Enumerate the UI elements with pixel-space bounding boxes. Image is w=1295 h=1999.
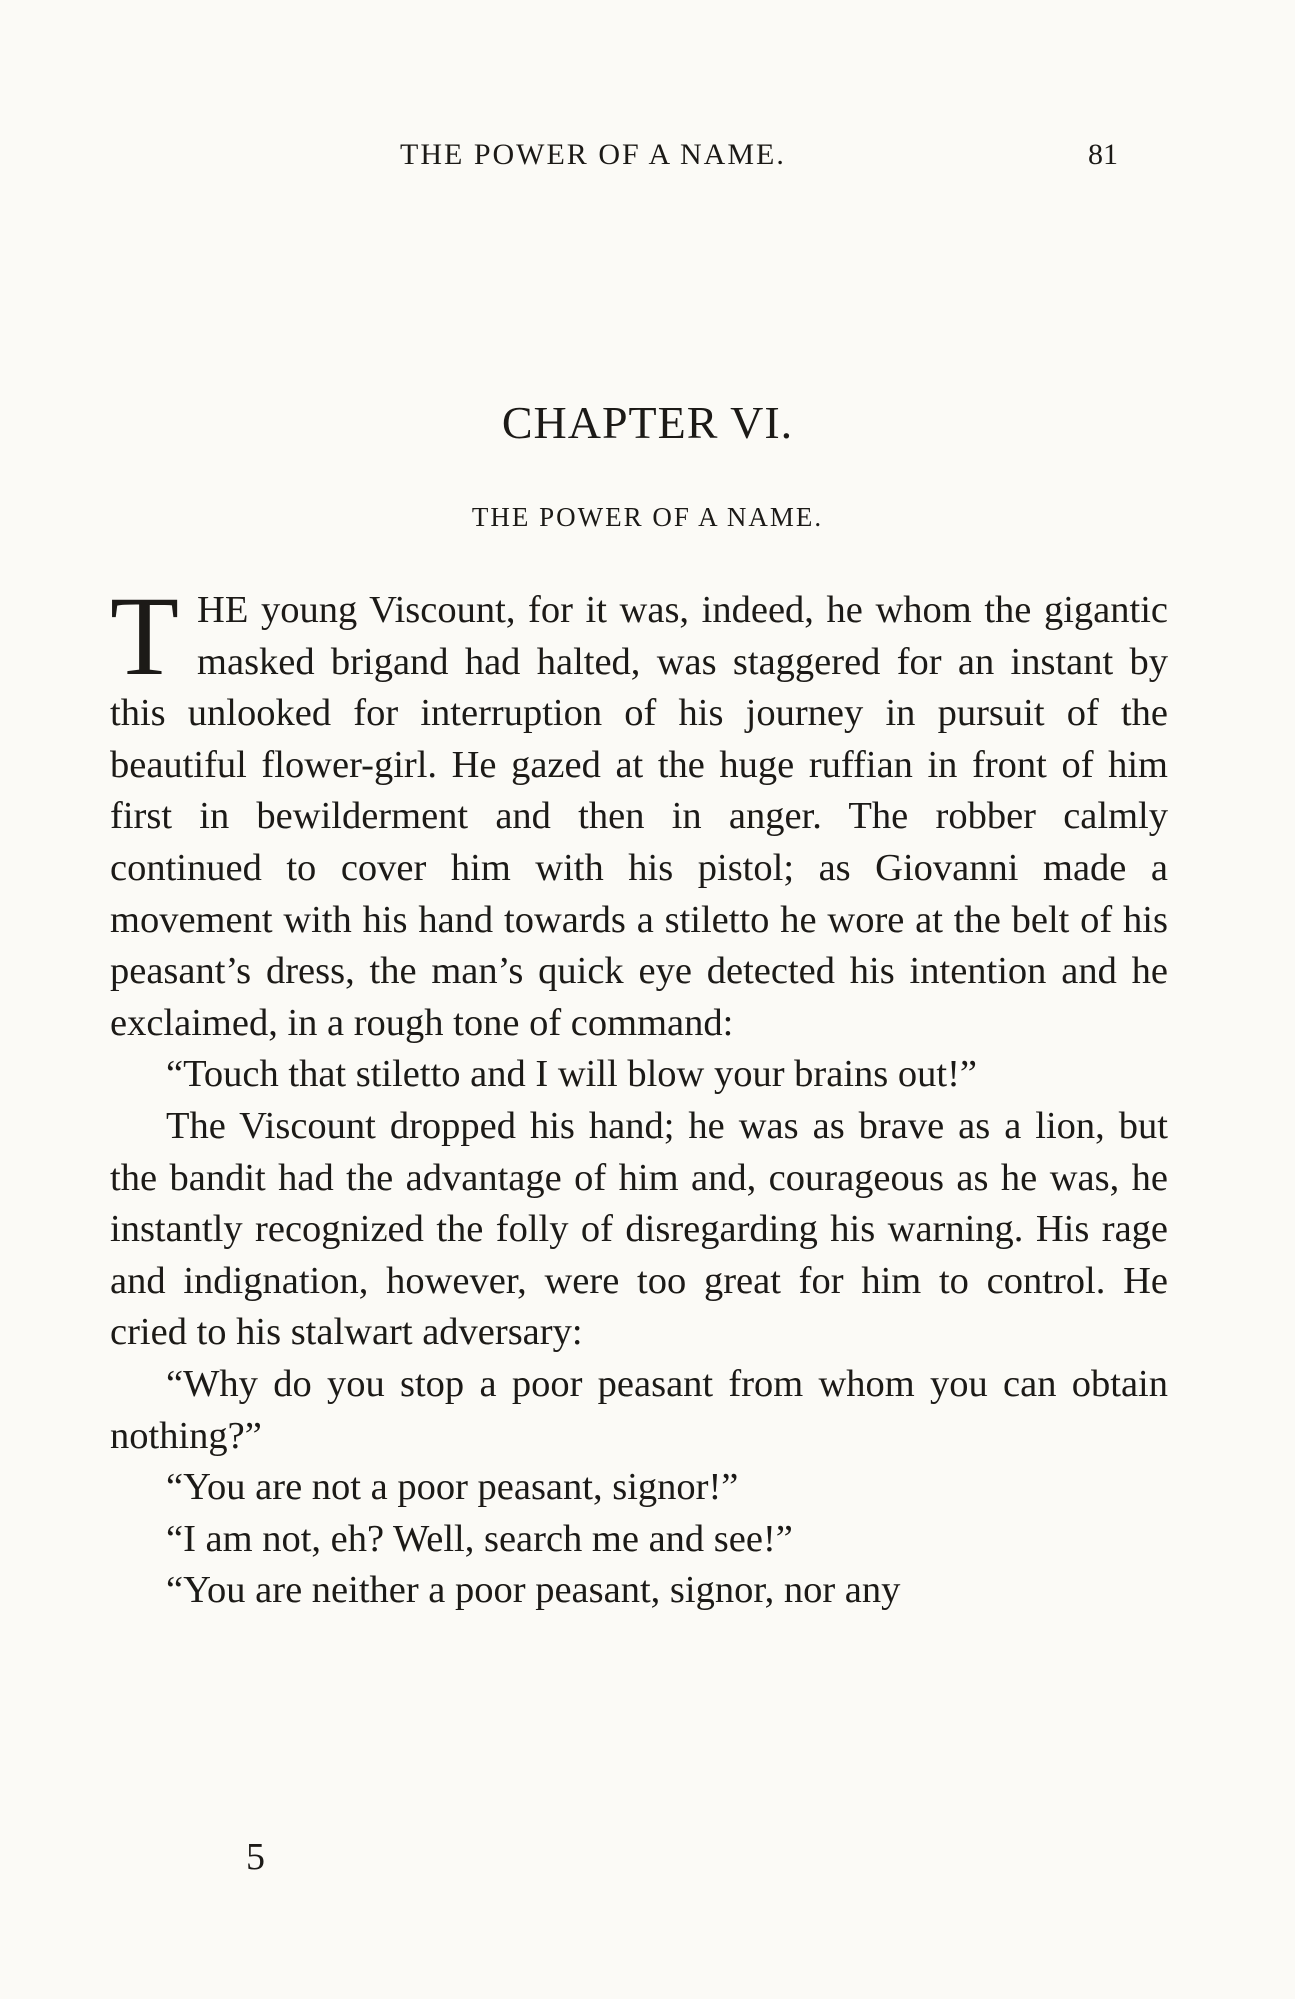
paragraph: The Viscount dropped his hand; he was as brave as a lion, but the bandit had the advantage of him and, courageous as he was, he instantly recognized the folly of disregarding his warning. His rage and indignation, however, were too great for him to control. He cried to his stalwart adversary: [110, 1104, 1168, 1354]
running-head [0, 138, 1295, 178]
chapter-number: CHAPTER VI. [501, 397, 794, 448]
paragraph: “Why do you stop a poor peasant from whom you can obtain nothing?” [110, 1362, 1168, 1457]
paragraph: “Touch that stiletto and I will blow your brains out!” [166, 1053, 977, 1096]
signature-mark: 5 [246, 1836, 265, 1878]
paragraph: “You are neither a poor peasant, signor, nor any [166, 1569, 901, 1612]
drop-cap: T [110, 574, 180, 699]
chapter-title: THE POWER OF A NAME. [471, 502, 824, 532]
page-number: 81 [1088, 138, 1118, 171]
paragraph: “I am not, eh? Well, search me and see!” [166, 1517, 793, 1560]
paragraph [110, 574, 1168, 1049]
running-head-title: THE POWER OF A NAME. [400, 138, 786, 171]
body-text [110, 574, 1168, 1617]
paragraph: “You are not a poor peasant, signor!” [166, 1466, 739, 1509]
paragraph-text: HE young Viscount, for it was, indeed, he whom the gigantic masked brigand had halted, was staggered for an instant by this unlooked for interruption of his journey in pursuit of the beautiful flower-girl. He gazed at the huge ruffian in front of him first in bewilderment and then in anger. The robber calmly continued to cover him with his pistol; as Giovanni made a movement with his hand towards a stiletto he wore at the belt of his peasant’s dress, the man’s quick eye detected his intention and he exclaimed, in a rough tone of command: [110, 589, 1168, 1044]
